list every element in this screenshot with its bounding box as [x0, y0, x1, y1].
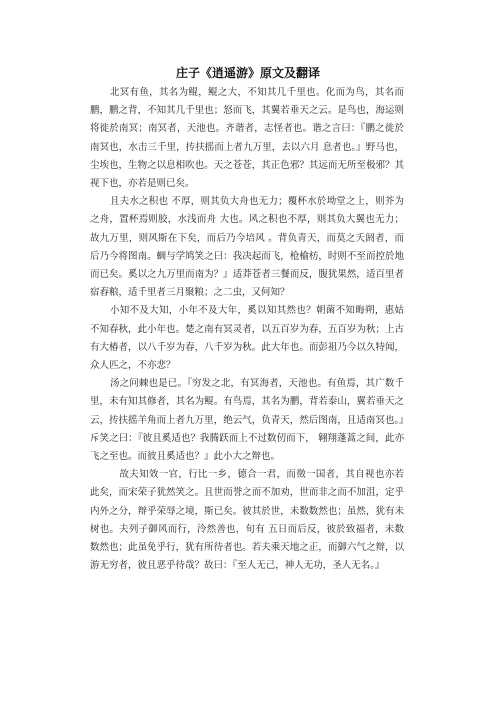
paragraph-3: 小知不及大知，小年不及大年，奚以知其然也？朝菌不知晦朔，惠姑不知春秋，此小年也。楚之南有冥灵者，以五百岁为春，五百岁为秋；上古有大椿者，以八千岁为春，八千岁为秋。此大年也。而彭祖乃今以久特闻，众人匹之，不亦悲？: [90, 305, 404, 372]
paragraph-2: 且夫水之积也 不厚，则其负大舟也无力；覆杯水於坳堂之上，则芥为之舟，置杯焉则胶，水浅而舟 大也。风之积也不厚，则其负大翼也无力；故九万里，则风斯在下矣，而后乃今培风 。背负青天，而莫之夭阏者，而后乃今将图南。蜩与学鸠笑之曰：我决起而飞，枪榆枋，时则不至而控於地而已矣。奚以之九万里而南为？』适莽苍者三餐而反，腹犹果然，适百里者宿舂粮，适千里者三月聚粮；之二虫，又何知？: [90, 196, 404, 299]
document-title: 庄子《逍遥游》原文及翻译: [175, 66, 320, 80]
document-body: [90, 84, 404, 575]
paragraph-4: 汤之问棘也是已。『穷发之北，有冥海者，天池也。有鱼焉，其广数千里，未有知其修者，其名为鲲。有鸟焉，其名为鹏，背若泰山，翼若垂天之云，抟扶摇羊角而上者九万里，绝云气，负青天，然后图南，且适南冥也。』斥笑之曰：『彼且奚适也？我腾跃而上不过数仞而下， 翱翔蓬蒿之间，此亦飞之至也。而彼且奚适也？』此小大之辩也。: [90, 378, 404, 463]
paragraph-1: 北冥有鱼，其名为鲲，鲲之大，不知其几千里也。化而为鸟，其名而鹏，鹏之背，不知其几千里也；怒而飞，其翼若垂天之云。是鸟也，海运则将徙於南冥；南冥者，天池也。齐谐者，志怪者也。谐之言曰：『鹏之徙於南冥也，水击三千里，抟扶摇而上者九万里，去以六月 息者也。』野马也，尘埃也，生物之以息相吹也。天之苍苍，其正色邪？其远而无所至极邪？其视下也，亦若是则已矣。: [90, 87, 404, 190]
paragraph-5: 故夫知效一官，行比一乡，德合一君，而徵一国者，其自视也亦若此矣，而宋荣子犹然笑之。且世而誉之而不加劝，世而非之而不加沮，定乎内外之分，辩乎荣辱之境，斯已矣。彼其於世，未数数然也；虽然，犹有未树也。夫列子御风而行，泠然善也，旬有 五日而后反，彼於致福者，未数数然也；此虽免乎行，犹有所待者也。若夫乘天地之正，而御六气之辩，以游无穷者，彼且恶乎待哉？故曰：『至人无己，神人无功，圣人无名。』: [90, 469, 404, 572]
